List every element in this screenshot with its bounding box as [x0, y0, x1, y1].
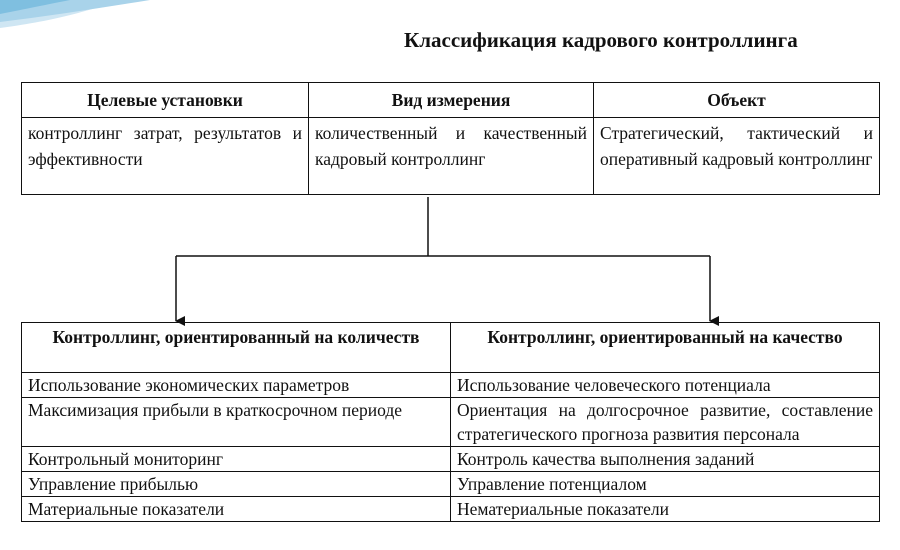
- quality-cell: Контроль качества выполнения заданий: [451, 447, 880, 472]
- table-row: [22, 472, 880, 497]
- quantity-cell: Максимизация прибыли в краткосрочном периоде: [22, 398, 451, 447]
- header-quantity-controlling: Контроллинг, ориентированный на количеств: [22, 323, 451, 373]
- classification-table: [21, 82, 880, 195]
- cell-target-settings: контроллинг затрат, результатов и эффективности: [22, 118, 309, 195]
- quality-cell: Управление потенциалом: [451, 472, 880, 497]
- header-quality-controlling: Контроллинг, ориентированный на качество: [451, 323, 880, 373]
- quality-cell: Нематериальные показатели: [451, 497, 880, 522]
- cell-measurement-type: количественный и качественный кадровый контроллинг: [309, 118, 594, 195]
- header-object: Объект: [594, 83, 880, 118]
- header-measurement-type: Вид измерения: [309, 83, 594, 118]
- quality-cell: Использование человеческого потенциала: [451, 373, 880, 398]
- quantity-cell: Материальные показатели: [22, 497, 451, 522]
- quantity-cell: Управление прибылью: [22, 472, 451, 497]
- diagram-title: Классификация кадрового контроллинга: [404, 28, 798, 52]
- table-row: [22, 398, 880, 447]
- quantity-cell: Использование экономических параметров: [22, 373, 451, 398]
- quality-cell: Ориентация на долгосрочное развитие, составление стратегического прогноза развития персонала: [451, 398, 880, 447]
- decorative-wave: [0, 0, 900, 30]
- table-row: [22, 497, 880, 522]
- table-row: [22, 373, 880, 398]
- table-row: [22, 447, 880, 472]
- quantity-cell: Контрольный мониторинг: [22, 447, 451, 472]
- cell-object: Стратегический, тактический и оперативный кадровый контроллинг: [594, 118, 880, 195]
- header-target-settings: Целевые установки: [22, 83, 309, 118]
- comparison-table: [21, 322, 880, 522]
